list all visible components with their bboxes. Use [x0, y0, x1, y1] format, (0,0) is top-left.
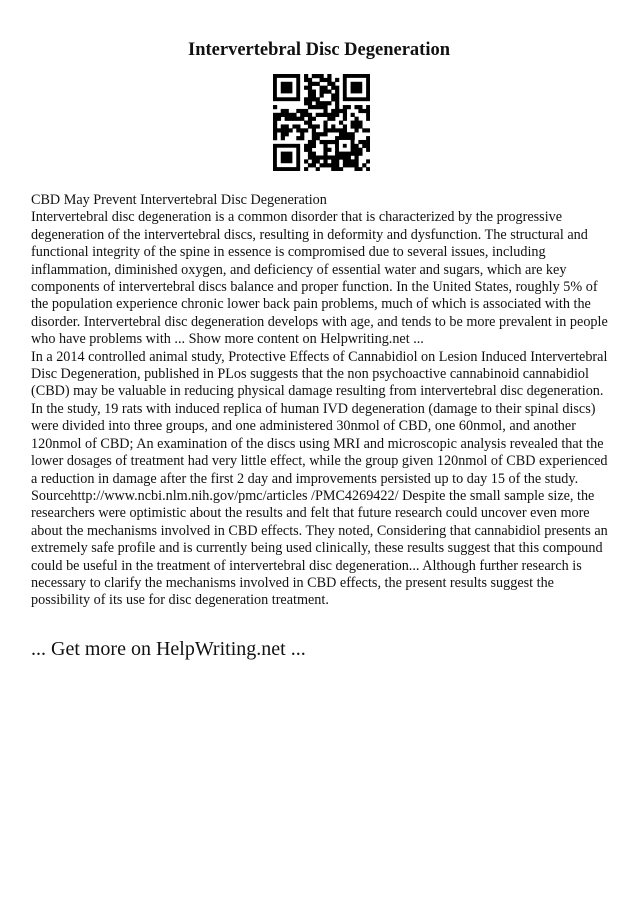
document-title: Intervertebral Disc Degeneration — [188, 40, 450, 60]
article-paragraph-2: In a 2014 controlled animal study, Protective Effects of Cannabidiol on Lesion Induced Intervertebral Disc Degeneration, published in PLos suggests that the non psychoactive cannabinoid cannabidiol (CBD) may be valuable in reducing physical damage resulting from intervertebral disc degeneration. In the study, 19 rats with induced replica of human IVD degeneration (damage to their spinal discs) were divided into three groups, and one administered 30nmol of CBD, one 60nmol, and another 120nmol of CBD; An examination of the discs using MRI and microscopic analysis revealed that the lower dosages of treatment had very little effect, while the group given 120nmol of CBD experienced a reduction in damage after the first 2 day and improvements persisted up to day 15 of the study. Sourcehttp://www.ncbi.nlm.nih.gov/pmc/articles /PMC4269422/ Despite the small sample size, the researchers were optimistic about the results and felt that future research could uncover even more about the mechanisms involved in CBD effects. They noted, Considering that cannabidiol presents an extremely safe profile and is currently being used clinically, these results suggest that this compound could be useful in the treatment of intervertebral disc degeneration... Although further research is necessary to clarify the mechanisms involved in CBD effects, the present results suggest the possibility of its use for disc degeneration treatment. — [31, 348, 608, 609]
qr-code-icon[interactable] — [273, 74, 370, 171]
article-paragraph-1: Intervertebral disc degeneration is a common disorder that is characterized by the progressive degeneration of the intervertebral discs, resulting in deformity and dysfunction. The structural and functional integrity of the spine in essence is compromised due to several issues, including inflammation, diminished oxygen, and deficiency of essential water and sugars, which are key components of intervertebral discs balance and proper function. In the United States, roughly 5% of the population experience chronic lower back pain problems, much of which is associated with the disorder. Intervertebral disc degeneration develops with age, and tends to be more prevalent in people who have problems with ... Show more content on Helpwriting.net ... — [31, 209, 608, 348]
article-heading-line: CBD May Prevent Intervertebral Disc Degeneration — [31, 192, 327, 208]
article-body — [31, 192, 611, 610]
get-more-link[interactable]: ... Get more on HelpWriting.net ... — [31, 638, 306, 660]
